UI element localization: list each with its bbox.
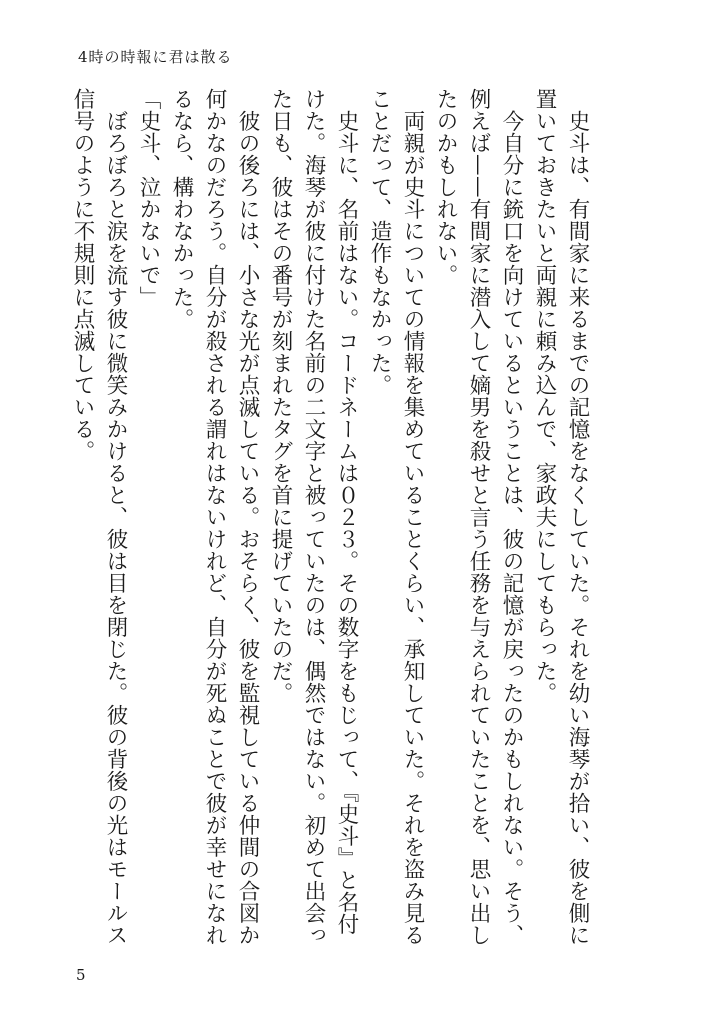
paragraph: 史斗に、名前はない。コードネームは０２３。その数字をもじって、『史斗』と名付けた。海琴が彼に付けた名前の二文字と被っていたのは、偶然ではない。初めて出会った日も、彼はその番号が刻まれたタグを首に提げていたのだ。 bbox=[268, 88, 359, 946]
paragraph: 今自分に銃口を向けているということは、彼の記憶が戻ったのかもしれない。そう、例えば——有間家に潜入して嫡男を殺せと言う任務を与えられていたことを、思い出したのかもしれない。 bbox=[433, 88, 524, 946]
running-header: 4時の時報に君は散る bbox=[78, 48, 233, 66]
dialogue-line: 「史斗、泣かないで」 bbox=[136, 88, 161, 308]
page-number: 5 bbox=[76, 966, 86, 984]
body-text bbox=[66, 88, 594, 948]
paragraph: 彼の後ろには、小さな光が点滅している。おそらく、彼を監視している仲間の合図か何かなのだろう。自分が殺される謂れはないけれど、自分が死ぬことで彼が幸せになれるなら、構わなかった。 bbox=[169, 88, 260, 946]
paragraph: 両親が史斗についての情報を集めていることくらい、承知していた。それを盗み見ることだって、造作もなかった。 bbox=[367, 88, 425, 946]
paragraph: ぼろぼろと涙を流す彼に微笑みかけると、彼は目を閉じた。彼の背後の光はモールス信号のように不規則に点滅している。 bbox=[70, 88, 128, 946]
paragraph: 史斗は、有間家に来るまでの記憶をなくしていた。それを幼い海琴が拾い、彼を側に置いておきたいと両親に頼み込んで、家政夫にしてもらった。 bbox=[532, 88, 590, 946]
